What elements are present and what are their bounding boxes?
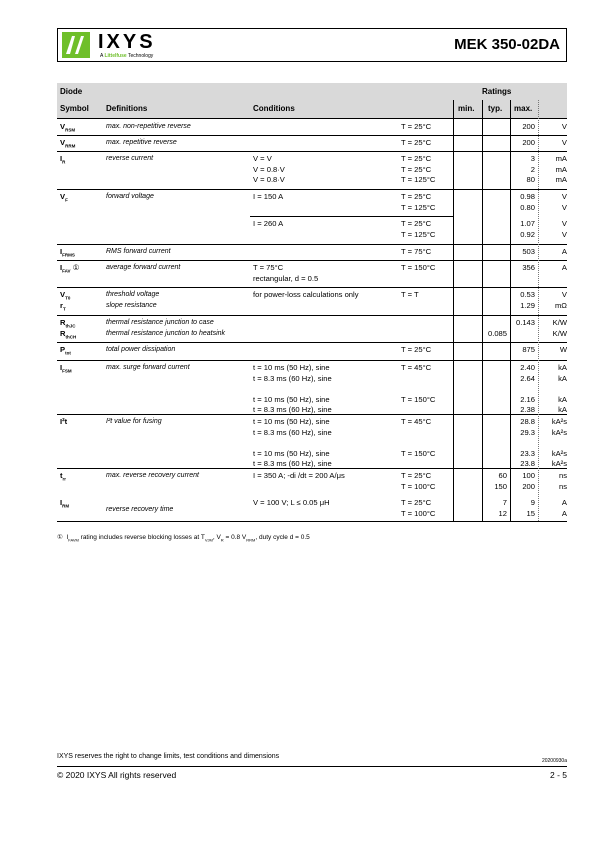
unit: ns <box>558 471 567 480</box>
condition: t = 8.3 ms (60 Hz), sine <box>253 373 332 383</box>
max-value: 100 <box>522 471 535 480</box>
symbol: $I_{FAV}$ ① <box>60 263 80 274</box>
unit: V <box>561 219 567 228</box>
definition: max. non-repetitive reverse <box>106 123 191 130</box>
unit: W <box>559 345 567 354</box>
unit: kA²s <box>551 427 567 437</box>
typ-value: 60 <box>498 471 507 480</box>
symbol: $I_{FRMS}$ <box>60 247 75 258</box>
max-value: 2.16 <box>520 394 535 404</box>
temperature-condition: T = 100°C <box>401 508 436 518</box>
row-divider <box>57 151 567 152</box>
condition: V = 0.8·V <box>253 175 285 184</box>
row-divider <box>250 216 453 217</box>
max-value: 29.3 <box>520 427 535 437</box>
condition: t = 10 ms (50 Hz), sine <box>253 363 330 372</box>
symbol: $V_F$ <box>60 192 68 203</box>
unit: V <box>561 138 567 147</box>
max-value: 2.38 <box>520 405 535 414</box>
temperature-condition: T = 25°C <box>401 138 432 147</box>
brand-name: IXYS <box>98 31 156 53</box>
unit: K/W <box>552 318 567 327</box>
condition: t = 10 ms (50 Hz), sine <box>253 417 330 426</box>
max-value: 200 <box>522 481 535 491</box>
typ-value: 150 <box>494 481 507 491</box>
typ-value: 12 <box>498 508 507 518</box>
definition: reverse current <box>106 155 154 162</box>
max-value: 0.143 <box>515 318 535 327</box>
unit: V <box>561 229 567 239</box>
row-divider <box>57 118 567 119</box>
unit: V <box>561 202 567 212</box>
row-divider <box>57 360 567 361</box>
column-header-row <box>57 100 567 118</box>
unit: V <box>561 192 567 201</box>
column-divider <box>538 100 539 521</box>
unit: kA <box>558 363 567 372</box>
symbol: I²t <box>60 417 68 426</box>
condition: I = 350 A; -di /dt = 200 A/μs <box>253 471 345 480</box>
max-value: 80 <box>526 175 535 184</box>
temperature-condition: T = 25°C <box>401 219 432 228</box>
condition: for power-loss calculations only <box>253 290 359 299</box>
temperature-condition: T = 25°C <box>401 154 432 163</box>
temperature-condition: T = 45°C <box>401 417 432 426</box>
row-divider <box>57 287 567 288</box>
symbol: $I_{RM}$ <box>60 498 70 509</box>
unit: mA <box>555 154 567 163</box>
unit: V <box>561 290 567 299</box>
temperature-condition: T = 25°C <box>401 164 432 174</box>
max-value: 23.8 <box>520 459 535 468</box>
symbol: $R_{thCH}$ <box>60 328 77 340</box>
definition: slope resistance <box>106 301 157 309</box>
condition: V = V <box>253 154 272 163</box>
condition: t = 8.3 ms (60 Hz), sine <box>253 405 332 414</box>
max-value: 356 <box>522 263 535 272</box>
row-divider <box>57 135 567 136</box>
definition: total power dissipation <box>106 346 176 353</box>
brand-tagline: A Littelfuse Technology <box>100 53 154 59</box>
row-divider <box>57 189 567 190</box>
unit: A <box>561 247 567 256</box>
definition: RMS forward current <box>106 248 171 255</box>
symbol: $r_T$ <box>60 300 66 312</box>
disclaimer: IXYS reserves the right to change limits, test conditions and dimensions <box>57 753 280 760</box>
max-value: 0.80 <box>520 202 535 212</box>
unit: A <box>561 263 567 272</box>
definition: thermal resistance junction to case <box>106 319 214 326</box>
definition: average forward current <box>106 264 181 271</box>
column-divider <box>510 100 511 521</box>
page-number: 2 - 5 <box>549 770 567 780</box>
condition: I = 150 A <box>253 192 284 201</box>
temperature-condition: T = 75°C <box>401 247 432 256</box>
condition: t = 8.3 ms (60 Hz), sine <box>253 459 332 468</box>
col-typ: typ. <box>488 104 503 113</box>
symbol: $t_{rr}$ <box>60 471 67 482</box>
max-value: 1.29 <box>520 300 535 310</box>
temperature-condition: T = 150°C <box>401 263 436 272</box>
row-divider <box>57 244 567 245</box>
definition: reverse recovery time <box>106 506 174 513</box>
unit: kA²s <box>551 417 567 426</box>
section-title: Diode <box>60 87 83 96</box>
row-divider <box>57 260 567 261</box>
col-min: min. <box>458 104 475 113</box>
condition: V = 100 V; L ≤ 0.05 μH <box>253 498 330 507</box>
max-value: 9 <box>530 498 535 507</box>
row-divider <box>57 521 567 522</box>
max-value: 0.53 <box>520 290 535 299</box>
unit: V <box>561 122 567 131</box>
temperature-condition: T = 25°C <box>401 498 432 507</box>
unit: kA <box>558 394 567 404</box>
copyright: © 2020 IXYS All rights reserved <box>57 770 177 780</box>
temperature-condition: T = 150°C <box>401 448 436 458</box>
max-value: 875 <box>522 345 535 354</box>
temperature-condition: T = T <box>401 290 419 299</box>
condition: t = 10 ms (50 Hz), sine <box>253 448 330 458</box>
temperature-condition: T = 150°C <box>401 394 436 404</box>
max-value: 2.40 <box>520 363 535 372</box>
symbol: $I_{FSM}$ <box>60 363 72 374</box>
condition: t = 10 ms (50 Hz), sine <box>253 394 330 404</box>
footer-divider <box>57 766 567 767</box>
symbol: $R_{thJC}$ <box>60 318 76 329</box>
max-value: 3 <box>530 154 535 163</box>
condition: V = 0.8·V <box>253 164 285 174</box>
col-symbol: Symbol <box>60 104 89 113</box>
definition: max. surge forward current <box>106 364 190 371</box>
ixys-logo-icon <box>62 32 90 58</box>
max-value: 28.8 <box>520 417 535 426</box>
max-value: 2 <box>530 164 535 174</box>
definition: thermal resistance junction to heatsink <box>106 329 226 337</box>
temperature-condition: T = 25°C <box>401 471 432 480</box>
col-conditions: Conditions <box>253 104 295 113</box>
col-max: max. <box>514 104 533 113</box>
symbol: $V_{RSM}$ <box>60 122 76 133</box>
definition: max. repetitive reverse <box>106 139 177 146</box>
max-value: 23.3 <box>520 448 535 458</box>
condition: I = 260 A <box>253 219 284 228</box>
definition: I²t value for fusing <box>106 418 162 425</box>
symbol: $P_{tot}$ <box>60 345 71 356</box>
unit: A <box>561 508 567 518</box>
unit: kA²s <box>551 459 567 468</box>
row-divider <box>57 315 567 316</box>
temperature-condition: T = 25°C <box>401 122 432 131</box>
temperature-condition: T = 25°C <box>401 345 432 354</box>
max-value: 15 <box>526 508 535 518</box>
section-header <box>57 83 567 101</box>
footnote: ① $I_{FAVM}$ rating includes reverse blocking losses at $T_{VJM}$, $V_R = 0.8$ $V_{RRM}$, duty cycle d = 0.5 <box>57 534 310 543</box>
temperature-condition: T = 25°C <box>401 192 432 201</box>
unit: K/W <box>552 328 567 338</box>
typ-value: 7 <box>502 498 507 507</box>
unit: mΩ <box>554 300 567 310</box>
unit: mA <box>555 164 567 174</box>
definition: threshold voltage <box>106 291 160 298</box>
unit: mA <box>555 175 567 184</box>
max-value: 200 <box>522 138 535 147</box>
max-value: 2.64 <box>520 373 535 383</box>
condition: rectangular, d = 0.5 <box>253 273 319 283</box>
document-header <box>57 28 567 62</box>
unit: A <box>561 498 567 507</box>
definition: max. reverse recovery current <box>106 472 199 479</box>
temperature-condition: T = 45°C <box>401 363 432 372</box>
typ-value: 0.085 <box>487 328 507 338</box>
symbol: $V_{T0}$ <box>60 290 71 301</box>
max-value: 1.07 <box>520 219 535 228</box>
symbol: $V_{RRM}$ <box>60 138 76 149</box>
temperature-condition: T = 100°C <box>401 481 436 491</box>
unit: kA <box>558 373 567 383</box>
document-code: 20200930a <box>541 758 567 764</box>
temperature-condition: T = 125°C <box>401 202 436 212</box>
max-value: 503 <box>522 247 535 256</box>
max-value: 200 <box>522 122 535 131</box>
max-value: 0.98 <box>520 192 535 201</box>
temperature-condition: T = 125°C <box>401 175 436 184</box>
unit: ns <box>558 481 567 491</box>
unit: kA²s <box>551 448 567 458</box>
col-definitions: Definitions <box>106 104 148 113</box>
column-divider <box>482 100 483 521</box>
column-divider <box>453 100 454 521</box>
condition: T = 75°C <box>253 263 284 272</box>
ratings-label: Ratings <box>482 87 512 96</box>
part-number: MEK 350-02DA <box>454 36 560 53</box>
unit: kA <box>558 405 567 414</box>
row-divider <box>57 342 567 343</box>
symbol: $I_R$ <box>60 154 66 165</box>
condition: t = 8.3 ms (60 Hz), sine <box>253 427 332 437</box>
definition: forward voltage <box>106 193 154 200</box>
temperature-condition: T = 125°C <box>401 229 436 239</box>
max-value: 0.92 <box>520 229 535 239</box>
